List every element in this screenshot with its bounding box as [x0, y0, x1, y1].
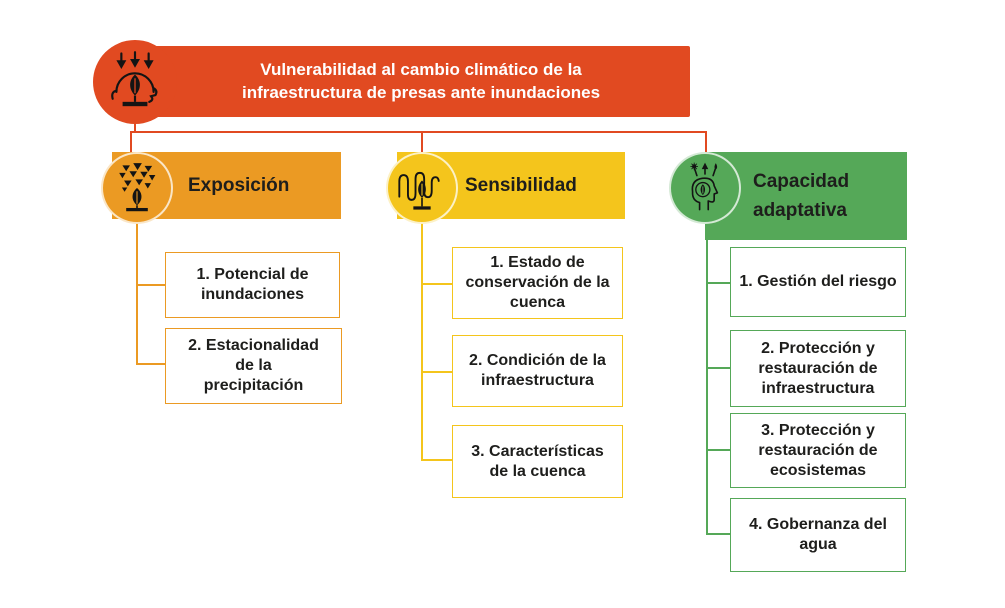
- node-estacionalidad-precipitacion: [165, 328, 342, 404]
- node-label: 3. Protección y restauración de ecosistemas: [758, 421, 878, 479]
- connector-exposicion-stub-2: [136, 363, 165, 365]
- connector-sensibilidad-stub-3: [421, 459, 452, 461]
- flood-dam-vulnerability-icon-glyph: [104, 51, 166, 113]
- connector-sensibilidad-stub-1: [421, 283, 452, 285]
- branch-label-exposicion: Exposición: [188, 174, 290, 196]
- pulse-leaf-icon-glyph: [395, 161, 449, 215]
- node-gobernanza-del-agua: [730, 498, 906, 572]
- node-label: 3. Características de la cuenca: [471, 442, 604, 480]
- rain-arrows-leaf-icon: [101, 152, 173, 224]
- node-caracteristicas-cuenca: [452, 425, 623, 498]
- node-label: 2. Estacionalidad de la precipitación: [188, 337, 319, 394]
- node-label: 2. Protección y restauración de infraestructura: [758, 339, 878, 397]
- connector-drop-capacidad: [705, 131, 707, 154]
- node-label: 1. Gestión del riesgo: [739, 273, 897, 290]
- node-proteccion-restauracion-infraestructura: [730, 330, 906, 407]
- node-estado-conservacion-cuenca: [452, 247, 623, 319]
- node-condicion-infraestructura: [452, 335, 623, 407]
- node-label: 2. Condición de la infraestructura: [469, 352, 606, 389]
- branch-label-sensibilidad: Sensibilidad: [465, 174, 577, 196]
- node-potencial-de-inundaciones: [165, 252, 340, 318]
- connector-exposicion-stub-1: [136, 284, 165, 286]
- node-label: 1. Potencial de inundaciones: [196, 266, 309, 303]
- node-label: 4. Gobernanza del agua: [749, 516, 887, 553]
- flood-dam-vulnerability-icon: [93, 40, 177, 124]
- node-proteccion-restauracion-ecosistemas: [730, 413, 906, 488]
- connector-capacidad-stub-1: [706, 282, 730, 284]
- connector-capacidad-stub-3: [706, 449, 730, 451]
- connector-drop-exposicion: [130, 131, 132, 154]
- connector-sensibilidad-stub-2: [421, 371, 452, 373]
- head-leaf-up-arrows-icon: [669, 152, 741, 224]
- rain-arrows-leaf-icon-glyph: [110, 161, 164, 215]
- node-gestion-del-riesgo: [730, 247, 906, 317]
- connector-drop-sensibilidad: [421, 131, 423, 154]
- diagram-title: Vulnerabilidad al cambio climático de la infraestructura de presas ante inundaciones: [241, 60, 601, 102]
- connector-capacidad-stub-2: [706, 367, 730, 369]
- pulse-leaf-icon: [386, 152, 458, 224]
- connector-capacidad-stub-4: [706, 533, 730, 535]
- root-title-bar: [122, 46, 690, 117]
- connector-main-horizontal: [130, 131, 707, 133]
- connector-sensibilidad-trunk: [421, 222, 423, 461]
- connector-exposicion-trunk: [136, 222, 138, 365]
- branch-label-capacidad-adaptativa: Capacidad adaptativa: [753, 170, 850, 221]
- connector-capacidad-trunk: [706, 240, 708, 535]
- node-label: 1. Estado de conservación de la cuenca: [465, 254, 610, 311]
- head-leaf-up-arrows-icon-glyph: [678, 161, 732, 215]
